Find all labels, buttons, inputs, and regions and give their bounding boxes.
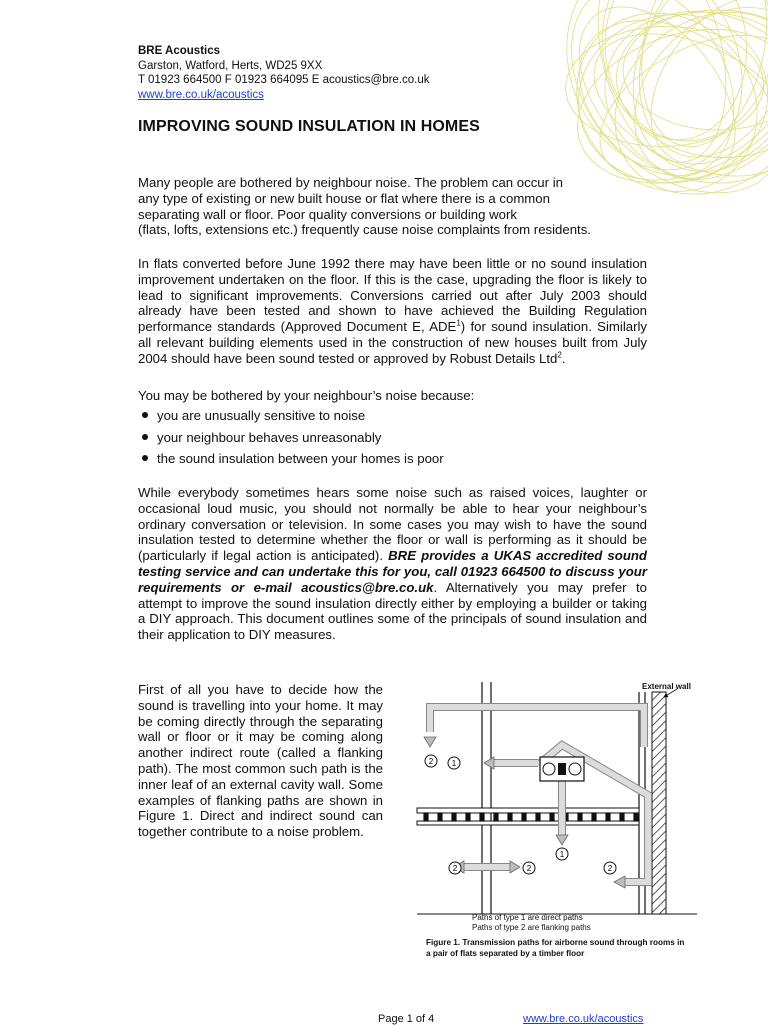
footnote-ref-1: 1 — [456, 318, 461, 328]
flanking-path-arrow — [430, 707, 644, 747]
footnote-ref-2: 2 — [557, 350, 562, 360]
timber-floor — [417, 808, 639, 825]
figure-1 — [412, 677, 702, 967]
contact-line: T 01923 664500 F 01923 664095 E acoustics@bre.co.uk — [138, 74, 430, 86]
page-title: IMPROVING SOUND INSULATION IN HOMES — [138, 118, 480, 135]
svg-text:2: 2 — [607, 864, 613, 873]
external-wall-label: External wall — [642, 682, 691, 691]
reasons-intro: You may be bothered by your neighbour’s noise because: — [138, 388, 475, 403]
conversions-paragraph: In flats converted before June 1992 there may have been little or no sound insulation improvement undertaken on the floor. If this is the case, upgrading the floor is likely to lead to significant improvements. Conversions carried out after July 2003 should already have been tested and shown to have achieved the Building Regulation performance standards (Approved Document E, ADE$^1$) for sound insulation. Similarly all relevant building elements used in the construction of new houses built from July 2004 should have been sound tested or approved by Robust Details Ltd$^2$. — [138, 256, 647, 366]
figure-key-flanking: Paths of type 2 are flanking paths — [472, 923, 591, 932]
letterhead — [138, 44, 430, 102]
list-item: the sound insulation between your homes is poor — [138, 448, 647, 470]
external-wall — [652, 692, 666, 914]
footer-website-link[interactable]: www.bre.co.uk/acoustics — [523, 1013, 644, 1025]
flanking-path-diagram — [412, 677, 702, 937]
svg-text:2: 2 — [428, 757, 434, 766]
svg-text:2: 2 — [452, 864, 458, 873]
testing-service-note: BRE provides a UKAS accredited sound testing service and can undertake this for you, call 01923 664500 to discuss your requirements or e-mail acoustics@bre.co.uk — [138, 548, 647, 595]
hifi-speaker-icon — [540, 757, 584, 781]
intro-line: any type of existing or new built house or flat where there is a common — [138, 190, 550, 206]
address: Garston, Watford, Herts, WD25 9XX — [138, 59, 323, 72]
list-item: your neighbour behaves unreasonably — [138, 427, 647, 449]
intro-paragraph — [138, 175, 658, 238]
figure-caption: Figure 1. Transmission paths for airborne sound through rooms in a pair of flats separated by a timber floor — [426, 938, 685, 958]
testing-paragraph: While everybody sometimes hears some noise such as raised voices, laughter or occasional loud music, you should not normally be able to hear your neighbour’s ordinary conversation or television. In some cases you may wish to have the sound insulation tested to determine whether the floor or wall is performing as it should be (particularly if legal action is anticipated). BRE provides a UKAS accredited sound testing service and can undertake this for you, call 01923 664500 to discuss your requirements or e-mail acoustics@bre.co.uk. Alternatively you may prefer to attempt to improve the sound insulation directly either by employing a builder or taking a DIY approach. This document outlines some of the principals of sound insulation and their application to DIY measures. — [138, 485, 647, 643]
page-number: Page 1 of 4 — [378, 1013, 435, 1025]
svg-text:2: 2 — [526, 864, 532, 873]
intro-line: Many people are bothered by neighbour noise. The problem can occur in — [138, 175, 563, 190]
list-item: you are unusually sensitive to noise — [138, 405, 647, 427]
flanking-paragraph: First of all you have to decide how the sound is travelling into your home. It may be coming directly through the separating wall or floor or it may be coming along another indirect route (called a flanking path). The most common such path is the inner leaf of an external cavity wall. Some examples of flanking paths are shown in Figure 1. Direct and indirect sound can together contribute to a noise problem. — [138, 682, 383, 840]
reasons-list — [138, 405, 647, 470]
website-link[interactable]: www.bre.co.uk/acoustics — [138, 88, 264, 101]
intro-line: separating wall or floor. Poor quality conversions or building work — [138, 206, 517, 222]
figure-key-direct: Paths of type 1 are direct paths — [472, 913, 583, 922]
intro-line: (flats, lofts, extensions etc.) frequently cause noise complaints from residents. — [138, 222, 591, 238]
svg-text:1: 1 — [559, 850, 565, 859]
svg-text:1: 1 — [451, 759, 457, 768]
organisation-name: BRE Acoustics — [138, 45, 221, 57]
